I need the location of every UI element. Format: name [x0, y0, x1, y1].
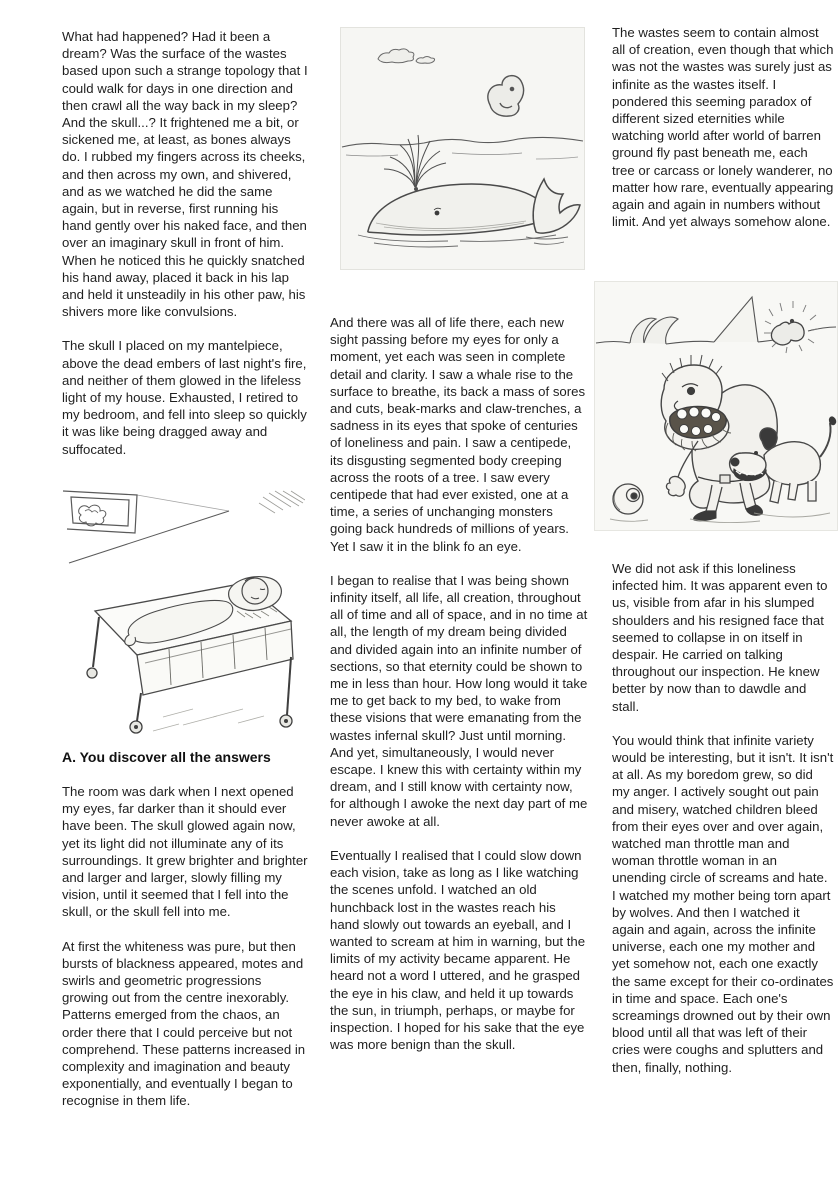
dog-legs	[770, 481, 816, 503]
blowhole	[414, 187, 418, 191]
right-column-top-text	[612, 24, 834, 247]
bed-scene-drawing	[33, 489, 305, 741]
floor-hatching	[153, 709, 264, 731]
pillow-and-head	[229, 577, 282, 611]
whale-illustration	[340, 27, 585, 270]
left-column-top-text	[62, 28, 308, 475]
paragraph: And there was all of life there, each new sight passing before my eyes for only a moment, yet each was seen in complete detail and clarity. I saw a whale rise to the surface to breathe, its back a mass of sores and cuts, beak-marks and claw-trenches, a sadness in its eyes that spoke of centuries of loneliness and pain. I saw a centipede, its disgusting segmented body creeping across the roots of a tree. I saw every centipede that had ever existed, one at a time, a series of unchanging monsters going back hundreds of millions of years. Yet I saw it in the blink fo an eye.	[330, 315, 586, 554]
bed-illustration	[33, 489, 305, 741]
middle-column-text	[330, 314, 588, 1070]
paragraph: The wastes seem to contain almost all of creation, even though that which was not the wastes was surely just as infinite as the wastes itself. I pondered this seeming paradox of different sized eternities while watching world after world of barren ground fly past beneath me, each tree or carcass or lonely wanderer, no matter how rare, eventually appearing again and again in numbers without limit. And yet always somehow alone.	[612, 25, 834, 230]
paragraph: You would think that infinite variety would be interesting, but it isn't. It isn't at all. As my boredom grew, so did my anger. I actively sought out pain and misery, watched children bleed from their eyes over and over again, watched man throttle man and woman throttle woman in an unending circle of screams and hate. I watched my mother being torn apart by wolves. And then I watched it again and again, across the infinite universe, each one my mother and yet somehow not, each one exactly the same except for their co-ordinates in time and space. Each one's screamings drowned out by their own blood until all that was left of their cries were coughs and splutters and then, finally, nothing.	[612, 732, 834, 1075]
paragraph: I began to realise that I was being shown infinity itself, all life, all creation, throughout all of time and all of space, and in no time at all, the length of my dream being divided and divided again into an infinite number of sections, so that eternity could be shown to me in less than hour. How long would it take me to get back to my bed, to wake from these visions that were emanating from the wastes infernal skull? Just until morning. And yet, simultaneously, I would never escape. I knew this with certainty within my dream, and I still know with certainty now, for although I awoke the next day part of me never awoke at all.	[330, 572, 588, 829]
monster-dog-illustration	[594, 281, 838, 531]
paragraph: The room was dark when I next opened my eyes, far darker than it should ever have been. The skull glowed again now, yet its light did not illuminate any of its surroundings. It grew brighter and brighter and larger and larger, slowly filling my vision, until it seemed that I fell into the skull, or the skull fell into me.	[62, 784, 308, 920]
whale-eye	[435, 211, 440, 216]
right-column-bottom-text	[612, 560, 834, 1093]
window-frame	[63, 491, 137, 533]
paragraph: We did not ask if this loneliness infected him. It was apparent even to us, visible from afar in his slumped shoulders and his resigned face that seemed to collapse in on itself in despair. He carried on talking throughout our inspection. He knew better by now than to dawdle and stall.	[612, 561, 828, 714]
paragraph: The skull I placed on my mantelpiece, above the dead embers of last night's fire, and neither of them glowed in the lifeless light of my house. Exhausted, I retired to my bedroom, and fell into sleep so quickly it was like being dragged away and suffocated.	[62, 338, 307, 457]
monster-dog-scene-drawing	[594, 281, 838, 531]
whale-scene-drawing	[340, 27, 585, 270]
paragraph: At first the whiteness was pure, but then bursts of blackness appeared, motes and swirls and geometric progressions growing out from the centre inexorably. Patterns emerged from the chaos, an order there that I could perceive but not comprehend. These patterns increased in complexity and imagination and beauty exponentially, and eventually I began to recognise in them life.	[62, 938, 306, 1109]
dog-eye	[754, 451, 758, 455]
paragraph: What had happened? Had it been a dream? Was the surface of the wastes based upon such a strange topology that I could walk for days in one direction and then crawl all the way back in my sleep? And the skull...? It frightened me a bit, or sickened me, at least, as bones always do. I rubbed my fingers across its cheeks, and then across my own, and shivered, and as we watched he did the same again, but in reverse, first running his hand gently over his naked face, and then over an imaginary skull in front of him. When he noticed this he quickly snatched his hand away, placed it back in his lap and held it unsteadily in his other paw, his shivers more like convulsions.	[62, 29, 308, 320]
eyeball	[613, 484, 643, 514]
wall-hatching	[259, 491, 305, 513]
dog-nose	[731, 458, 740, 467]
paragraph: Eventually I realised that I could slow down each vision, take as long as I like watching the scenes unfold. I watched an old hunchback lost in the wastes reach his hand slowly out towards an eyeball, and I wanted to scream at him in warning, but the limits of my activity became apparent. He heard not a word I uttered, and he grasped the eye in his claw, and held it up towards the sun, in triumph, perhaps, or maybe for inspection. I hoped for his sake that the eye was more benign than the skull.	[330, 847, 586, 1053]
section-heading: A. You discover all the answers	[62, 749, 271, 765]
left-column-bottom-text	[62, 748, 308, 1127]
